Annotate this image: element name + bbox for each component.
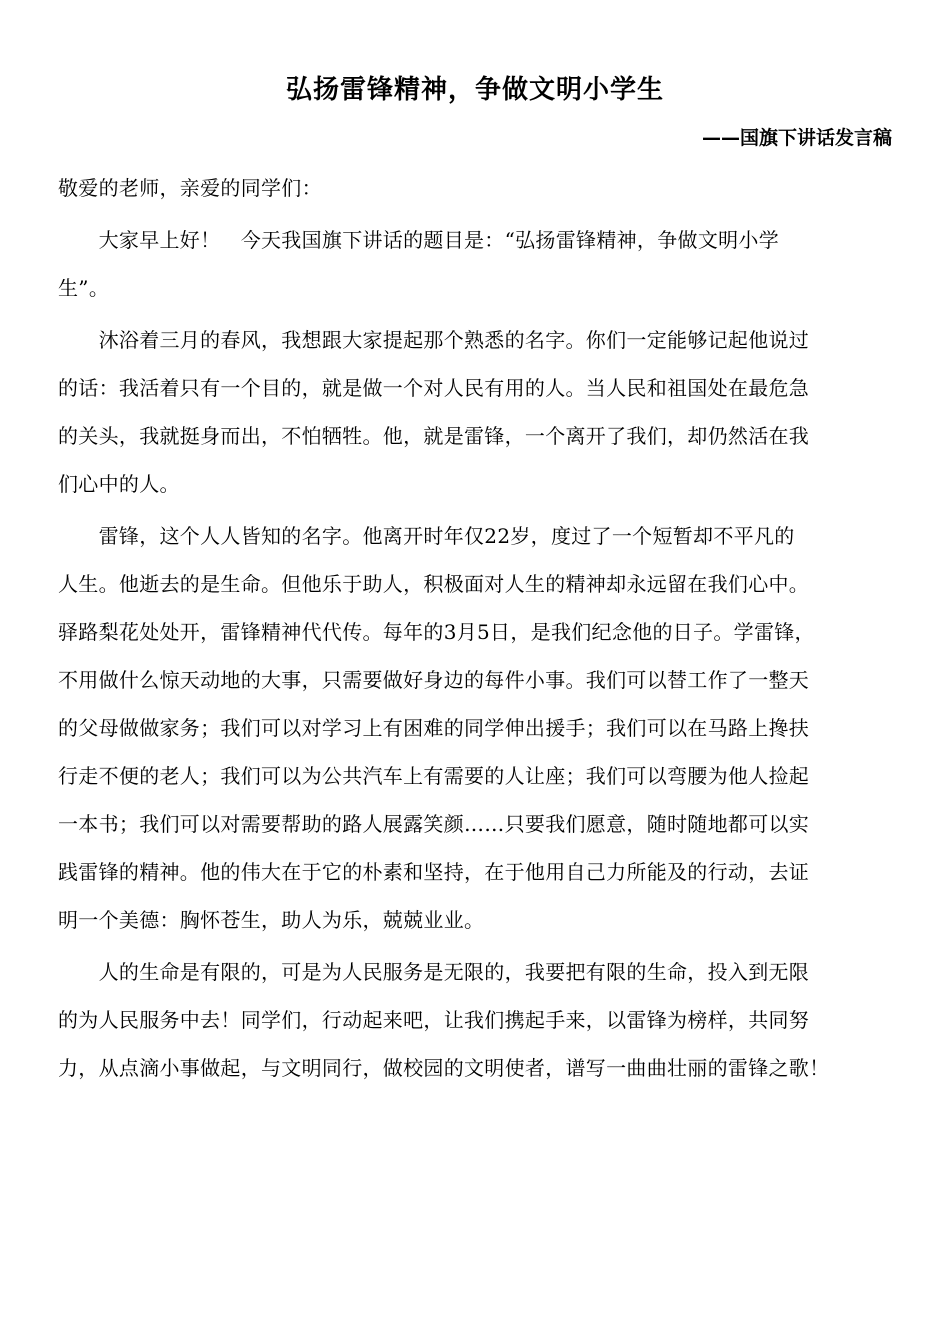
paragraph-line: 大家早上好！ 今天我国旗下讲话的题目是：“弘扬雷锋精神，争做文明小学 [58, 228, 780, 252]
greeting-line: 敬爱的老师，亲爱的同学们： [58, 176, 322, 200]
paragraph-line: 的为人民服务中去！同学们，行动起来吧，让我们携起手来，以雷锋为榜样，共同努 [58, 1008, 810, 1032]
paragraph-line: 一本书；我们可以对需要帮助的路人展露笑颜……只要我们愿意，随时随地都可以实 [58, 812, 810, 836]
paragraph-line: 们心中的人。 [58, 472, 180, 496]
paragraph-line: 的关头，我就挺身而出，不怕牺牲。他，就是雷锋，一个离开了我们，却仍然活在我 [58, 424, 810, 448]
paragraph-line: 明一个美德：胸怀苍生，助人为乐，兢兢业业。 [58, 908, 485, 932]
paragraph-line: 践雷锋的精神。他的伟大在于它的朴素和坚持，在于他用自己力所能及的行动，去证 [58, 860, 810, 884]
paragraph-line: 的话：我活着只有一个目的，就是做一个对人民有用的人。当人民和祖国处在最危急 [58, 376, 810, 400]
document-subtitle: ——国旗下讲话发言稿 [701, 127, 892, 149]
paragraph-line: 驿路梨花处处开，雷锋精神代代传。每年的3月5日，是我们纪念他的日子。学雷锋， [58, 620, 815, 644]
paragraph-line: 行走不便的老人；我们可以为公共汽车上有需要的人让座；我们可以弯腰为他人捡起 [58, 764, 810, 788]
paragraph-line: 人生。他逝去的是生命。但他乐于助人，积极面对人生的精神却永远留在我们心中。 [58, 572, 810, 596]
paragraph-line: 人的生命是有限的，可是为人民服务是无限的，我要把有限的生命，投入到无限 [58, 960, 810, 984]
paragraph-line: 不用做什么惊天动地的大事，只需要做好身边的每件小事。我们可以替工作了一整天 [58, 668, 810, 692]
paragraph-line: 沐浴着三月的春风，我想跟大家提起那个熟悉的名字。你们一定能够记起他说过 [58, 328, 810, 352]
paragraph-line: 雷锋，这个人人皆知的名字。他离开时年仅22岁，度过了一个短暂却不平凡的 [58, 524, 795, 548]
paragraph-line: 的父母做做家务；我们可以对学习上有困难的同学伸出援手；我们可以在马路上搀扶 [58, 716, 810, 740]
paragraph-line: 生”。 [58, 276, 110, 300]
paragraph-line: 力，从点滴小事做起，与文明同行，做校园的文明使者，谱写一曲曲壮丽的雷锋之歌！ [58, 1056, 830, 1080]
document-title: 弘扬雷锋精神，争做文明小学生 [285, 75, 664, 105]
